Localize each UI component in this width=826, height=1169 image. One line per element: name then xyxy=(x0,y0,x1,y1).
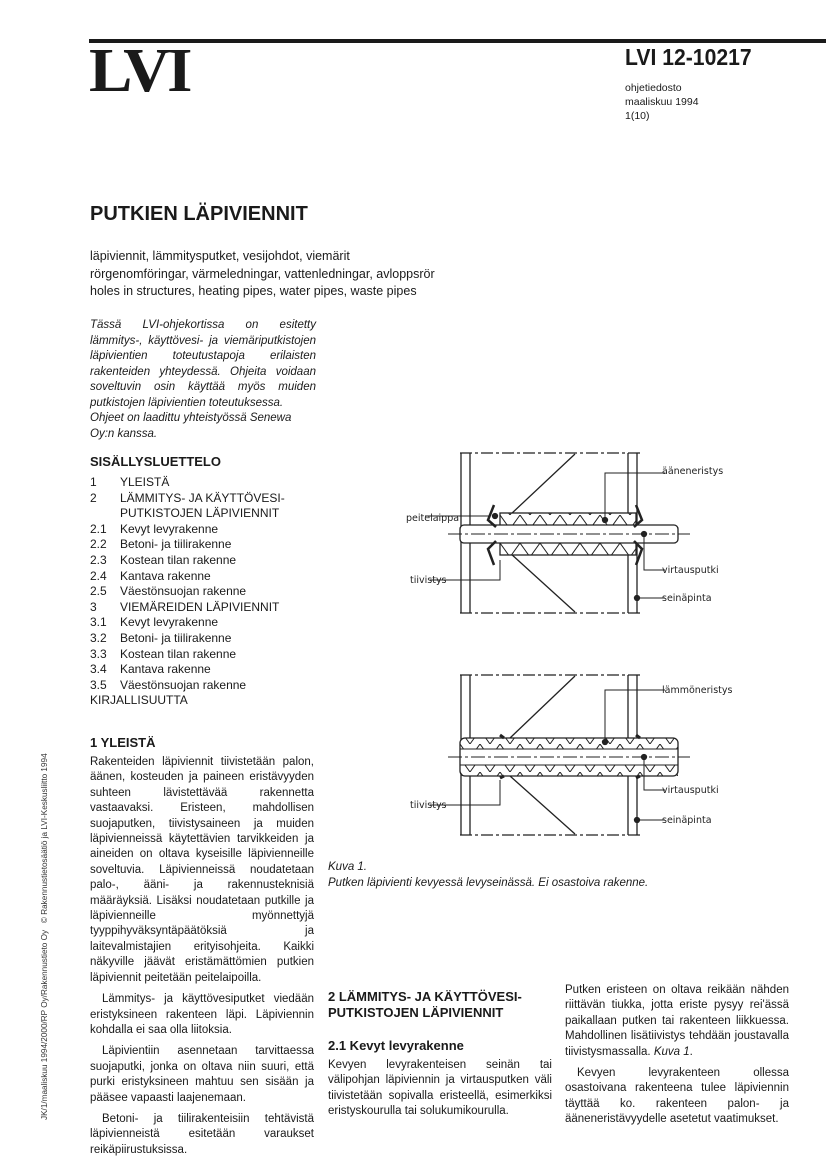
toc-item-references[interactable]: KIRJALLISUUTTA xyxy=(90,693,188,708)
toc-label: Kevyt levyrakenne xyxy=(120,615,219,630)
keywords xyxy=(90,248,435,301)
keywords-fi: läpiviennit, lämmitysputket, vesijohdot, viemärit xyxy=(90,249,350,263)
toc-label: Kantava rakenne xyxy=(120,568,211,583)
paragraph-text: Putken eristeen on oltava reikään nähden riittävän tiukka, jotta eriste pysyy rei'ässä paikallaan putken tai rakenteen liikkuessa. Mahdollinen lisätiivistys tehdään joustavalla tiivistysmassalla. xyxy=(565,984,789,1058)
toc-number: 2 xyxy=(90,490,97,505)
toc-label: Kevyt levyrakenne xyxy=(120,521,219,536)
toc-number: 2.4 xyxy=(90,568,107,583)
section-1-body xyxy=(90,755,314,1164)
body-paragraph: Rakenteiden läpiviennit tiivistetään palon, äänen, kosteuden ja paineen eristävyyden suhteen lävistettävää rakennetta vastaavaksi. Eristeen, mahdollisen suojaputken, tiivistysaineen ja muiden läpivienneissä käytettävien tarvikkeiden ja aineiden on oltava kyseisille läpivienneille soveltuvia. Läpivienneissä noudatetaan palo-, ääni- ja rakennusteknisiä määräyksiä. Lisäksi noudatetaan putkille ja läpivienneille myönnettyjä tyyppihyväksyntäpäätöksiä ja laitevalmistajien erityisohjeita. Kaikki näkyville jäävät eristämättömien putkien läpiviennit peitetään peitelaipoilla. xyxy=(90,756,314,984)
toc-label: Väestönsuojan rakenne xyxy=(120,677,247,692)
toc-item[interactable] xyxy=(90,553,320,569)
toc-label: Väestönsuojan rakenne xyxy=(120,584,247,599)
toc-number: 3.1 xyxy=(90,615,107,630)
toc-item[interactable] xyxy=(90,615,320,631)
toc-label: YLEISTÄ xyxy=(120,475,170,489)
toc-item[interactable] xyxy=(90,475,320,491)
toc-heading: SISÄLLYSLUETTELO xyxy=(90,454,221,469)
label-flow-pipe: virtausputki xyxy=(662,785,719,796)
toc-number: 2.2 xyxy=(90,537,107,552)
toc-item[interactable] xyxy=(90,662,320,678)
toc-label: VIEMÄREIDEN LÄPIVIENNIT xyxy=(120,599,280,614)
toc-number: 3.2 xyxy=(90,630,107,645)
label-cover-flange: peitelaippa xyxy=(406,513,460,524)
diagram-bottom xyxy=(430,675,690,835)
section-1-heading: 1 YLEISTÄ xyxy=(90,735,156,750)
intro-paragraph: Ohjeet on laadittu yhteistyössä Senewa Oy:n kanssa. xyxy=(90,412,292,440)
toc-number: 2.1 xyxy=(90,521,107,536)
caption-title: Kuva 1. xyxy=(328,861,367,873)
label-wall-surface: seinäpinta xyxy=(662,815,712,826)
toc-item[interactable] xyxy=(90,678,320,694)
label-flow-pipe: virtausputki xyxy=(662,565,719,576)
label-thermal-insulation: lämmöneristys xyxy=(662,685,733,696)
section-2-1-body xyxy=(328,1058,552,1126)
body-paragraph: Läpivientiin asennetaan tarvittaessa suojaputki, jonka on oltava niin suuri, että purki eristyksineen mahtuu sen sisään ja pääsee vapaasti laajenemaan. xyxy=(90,1045,314,1104)
toc-number: 3 xyxy=(90,599,97,614)
toc-label: Kantava rakenne xyxy=(120,662,211,677)
document-date: maaliskuu 1994 xyxy=(625,96,699,108)
keywords-en: holes in structures, heating pipes, water pipes, waste pipes xyxy=(90,284,417,298)
toc-label: LÄMMITYS- JA KÄYTTÖVESI-PUTKISTOJEN LÄPIVIENNIT xyxy=(120,490,285,521)
figure-caption xyxy=(328,860,648,891)
toc-number: 2.3 xyxy=(90,552,107,567)
section-2-1-continued xyxy=(565,983,789,1134)
label-seal: tiivistys xyxy=(410,575,447,586)
label-seal: tiivistys xyxy=(410,800,447,811)
body-paragraph: Putken eristeen on oltava reikään nähden riittävän tiukka, jotta eriste pysyy rei'ässä paikallaan putken tai rakenteen liikkuessa. Mahdollinen lisätiivistys tehdään joustavalla tiivistysmassalla. Kuva 1. xyxy=(565,984,789,1058)
toc-item[interactable] xyxy=(90,584,320,600)
document-number: LVI 12-10217 xyxy=(625,44,752,70)
toc-label: Kostean tilan rakenne xyxy=(120,552,237,567)
toc-label: Kostean tilan rakenne xyxy=(120,646,237,661)
intro-paragraph: Tässä LVI-ohjekortissa on esitetty lämmitys-, käyttövesi- ja viemäriputkistojen läpivientien toteutustapoja erilaisten rakenteiden yhteydessä. Ohjeita voidaan soveltuvin osin käyttää myös muiden putkistojen läpivientien toteutuksessa. xyxy=(90,319,316,409)
body-paragraph: Lämmitys- ja käyttövesiputket viedään eristyksineen rakenteen läpi. Läpiviennin kohdalla ei saa olla liitoksia. xyxy=(90,993,314,1036)
header-rule xyxy=(89,39,826,43)
toc-item[interactable] xyxy=(90,600,320,616)
pipe-penetration-diagram xyxy=(400,445,770,855)
toc-number: 3.5 xyxy=(90,677,107,692)
copyright-side-note: JK/1/maaliskuu 1994/2000/RP Oy/Rakennustieto Oy © Rakennustietosäätiö ja LVI-Keskusliitto 1994 xyxy=(40,753,49,1120)
toc-item[interactable] xyxy=(90,537,320,553)
diagram-top xyxy=(425,453,690,613)
toc-number: 3.4 xyxy=(90,662,107,677)
body-paragraph: Kevyen levyrakenteisen seinän tai välipohjan läpiviennin ja virtausputken väli tiivistetään sopivalla eristeellä, esimerkiksi eristyskourulla tai solukumikourulla. xyxy=(328,1059,552,1118)
body-paragraph: Betoni- ja tiilirakenteisiin tehtävistä läpivienneistä esitetään varaukset reikäpiirustuksissa. xyxy=(90,1112,314,1156)
figure-reference[interactable]: Kuva 1 xyxy=(653,1045,690,1058)
toc-label: Betoni- ja tiilirakenne xyxy=(120,630,232,645)
document-meta xyxy=(625,81,699,123)
section-2-heading: 2 LÄMMITYS- JA KÄYTTÖVESI-PUTKISTOJEN LÄPIVIENNIT xyxy=(328,989,522,1020)
label-sound-insulation: ääneneristys xyxy=(662,466,724,477)
caption-text: Putken läpivienti kevyessä levyseinässä. Ei osastoiva rakenne. xyxy=(328,876,649,889)
toc-number: 2.5 xyxy=(90,584,107,599)
page-number: 1(10) xyxy=(625,110,650,122)
toc-item[interactable] xyxy=(90,522,320,538)
table-of-contents xyxy=(90,475,320,709)
keywords-sv: rörgenomföringar, värmeledningar, vattenledningar, avloppsrör xyxy=(90,266,435,281)
label-wall-surface: seinäpinta xyxy=(662,593,712,604)
intro-text xyxy=(90,318,316,442)
figure-1 xyxy=(400,445,770,860)
document-type: ohjetiedosto xyxy=(625,82,682,94)
body-paragraph: Kevyen levyrakenteen ollessa osastoivana rakenteena tulee läpiviennin täyttää ko. rakenteen palon- ja ääneneristävyydelle asetetut vaatimukset. xyxy=(565,1067,789,1126)
toc-item[interactable] xyxy=(90,491,320,522)
page-title: PUTKIEN LÄPIVIENNIT xyxy=(90,203,308,225)
toc-number: 3.3 xyxy=(90,646,107,661)
lvi-logo: LVI xyxy=(89,37,190,105)
toc-number: 1 xyxy=(90,475,97,489)
toc-item[interactable] xyxy=(90,647,320,663)
toc-label: Betoni- ja tiilirakenne xyxy=(120,537,232,552)
section-2-1-heading: 2.1 Kevyt levyrakenne xyxy=(328,1038,464,1053)
toc-item[interactable] xyxy=(90,631,320,647)
toc-item[interactable] xyxy=(90,569,320,585)
